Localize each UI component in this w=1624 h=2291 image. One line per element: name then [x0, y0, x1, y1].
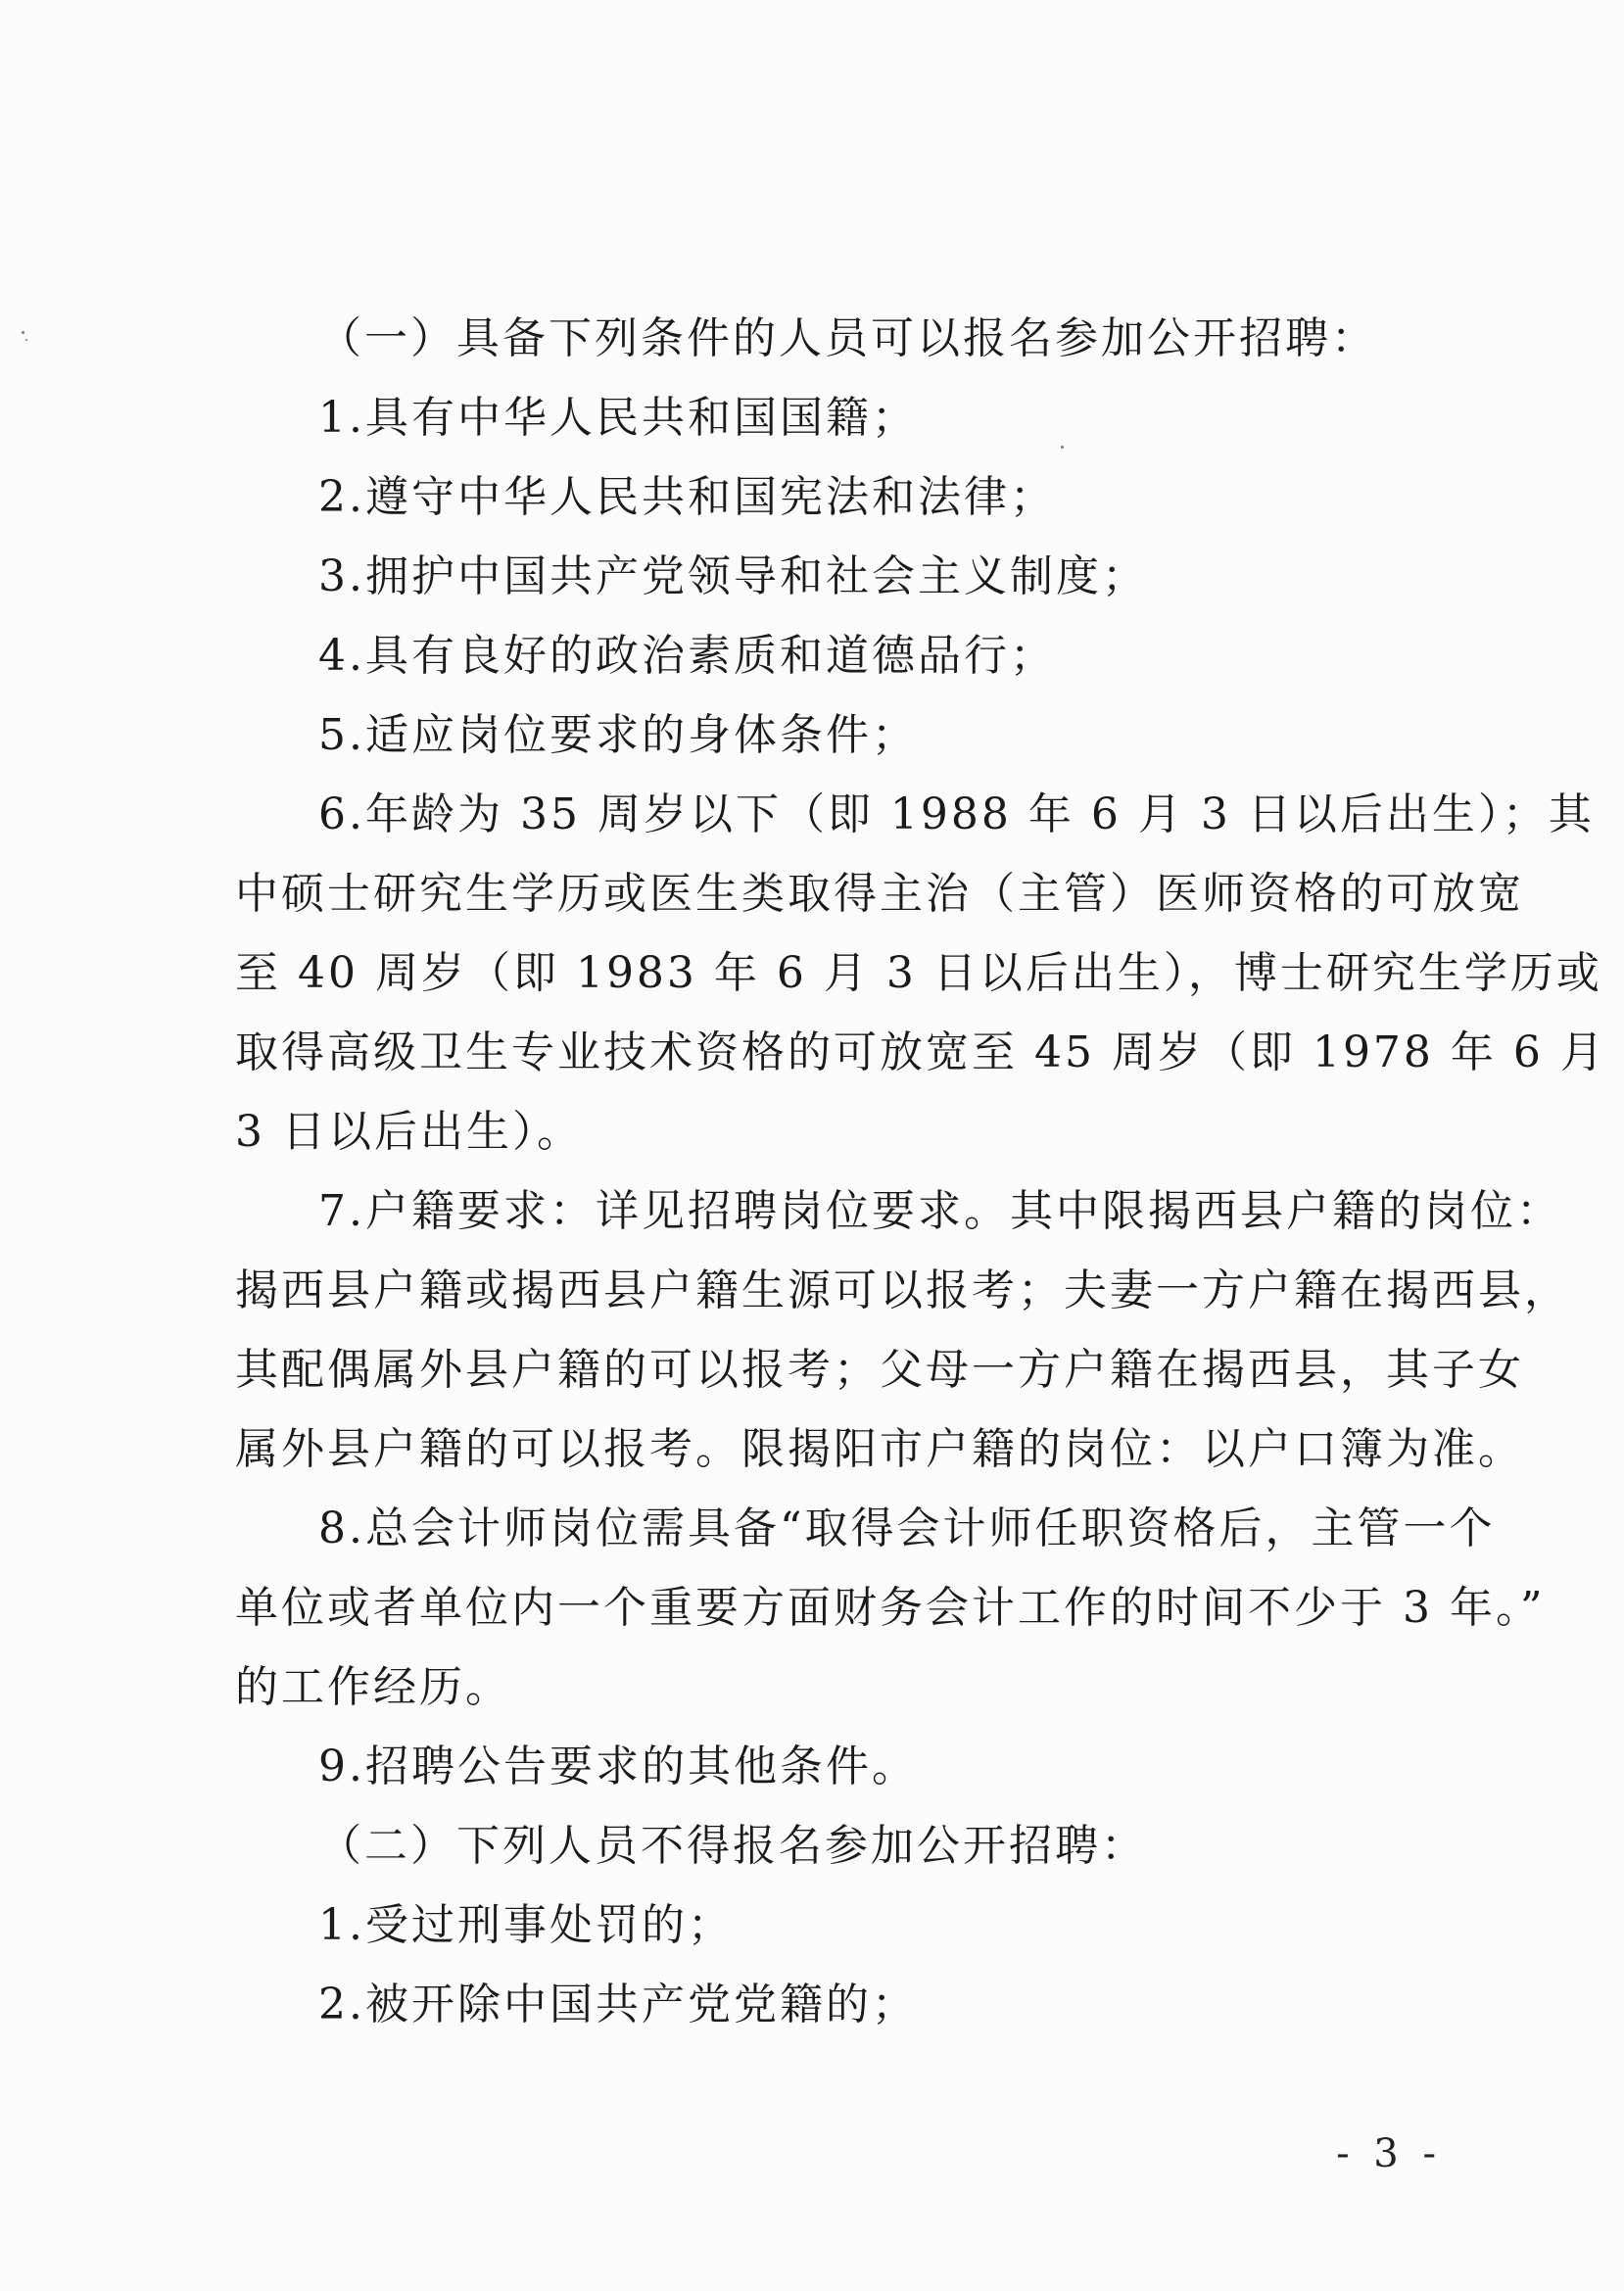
scan-speck: [25, 339, 27, 341]
paragraph-line: 4.具有良好的政治素质和道德品行；: [318, 631, 1056, 681]
paragraph-line: 取得高级卫生专业技术资格的可放宽至 45 周岁（即 1978 年 6 月: [235, 1027, 1606, 1077]
scan-speck: [1061, 446, 1064, 449]
section-heading-eligible: （一）具备下列条件的人员可以报名参加公开招聘：: [318, 313, 1377, 363]
paragraph-line: 单位或者单位内一个重要方面财务会计工作的时间不少于 3 年。”: [235, 1583, 1546, 1633]
scan-speck: [22, 331, 24, 334]
paragraph-line: 3.拥护中国共产党领导和社会主义制度；: [318, 551, 1148, 601]
paragraph-line: 3 日以后出生）。: [235, 1107, 583, 1157]
paragraph-line: 揭西县户籍或揭西县户籍生源可以报考；夫妻一方户籍在揭西县，: [235, 1265, 1570, 1315]
paragraph-line: 2.遵守中华人民共和国宪法和法律；: [318, 472, 1056, 522]
paragraph-line: 属外县户籍的可以报考。限揭阳市户籍的岗位：以户口簿为准。: [235, 1424, 1524, 1474]
paragraph-line: 5.适应岗位要求的身体条件；: [318, 710, 918, 760]
paragraph-line: 9.招聘公告要求的其他条件。: [318, 1742, 918, 1791]
paragraph-line: 其配偶属外县户籍的可以报考；父母一方户籍在揭西县，其子女: [235, 1345, 1524, 1395]
paragraph-line: 中硕士研究生学历或医生类取得主治（主管）医师资格的可放宽: [235, 869, 1524, 919]
paragraph-line: 8.总会计师岗位需具备“取得会计师任职资格后，主管一个: [318, 1503, 1496, 1553]
paragraph-line: 1.具有中华人民共和国国籍；: [318, 393, 918, 443]
paragraph-line: 2.被开除中国共产党党籍的；: [318, 1980, 918, 2029]
paragraph-line: 6.年龄为 35 周岁以下（即 1988 年 6 月 3 日以后出生）；其: [318, 789, 1595, 839]
paragraph-line: 7.户籍要求：详见招聘岗位要求。其中限揭西县户籍的岗位：: [318, 1186, 1562, 1236]
page-number: - 3 -: [1336, 2131, 1442, 2176]
paragraph-line: 至 40 周岁（即 1983 年 6 月 3 日以后出生），博士研究生学历或: [235, 948, 1602, 998]
paragraph-line: 的工作经历。: [235, 1662, 511, 1712]
section-heading-ineligible: （二）下列人员不得报名参加公开招聘：: [318, 1821, 1147, 1871]
paragraph-line: 1.受过刑事处罚的；: [318, 1900, 734, 1950]
